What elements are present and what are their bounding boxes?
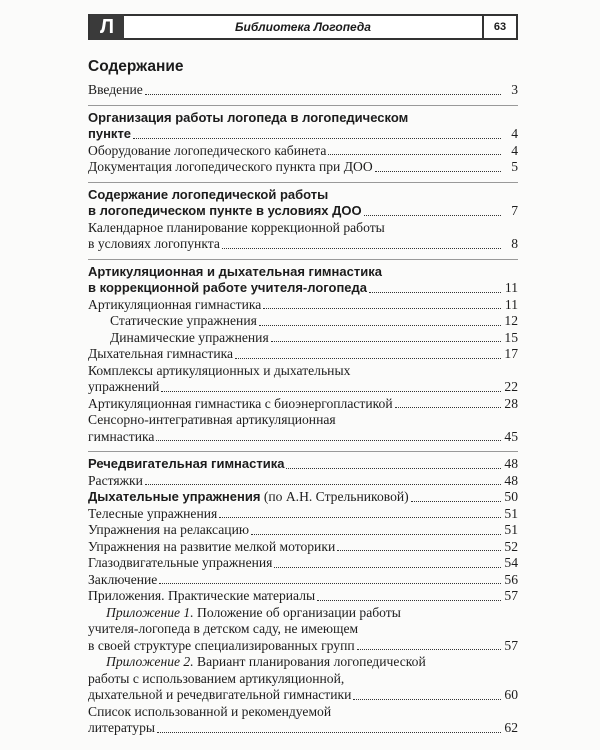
toc-entry-text: в условиях логопункта [88,236,220,251]
toc-entry-sensory-line1[interactable]: Сенсорно-интегративная артикуляционная [88,412,336,427]
toc-entry-appendix-2-line2[interactable]: работы с использованием артикуляционной, [88,670,345,686]
toc-entry-page: 57 [504,637,518,653]
toc-entry-page: 45 [504,428,518,444]
toc-entry-text: Документация логопедического пункта при ДОО [88,159,373,174]
toc-entry-text: Телесные упражнения [88,505,218,521]
page-header [88,14,518,40]
toc-entry-page: 50 [504,489,518,504]
toc-entry-text-bold: Дыхательные упражнения [88,489,261,504]
section-title-organization-end[interactable] [88,126,518,143]
toc-entry-page: 17 [504,346,518,361]
toc-entry-page: 4 [511,126,518,141]
toc-entry-page: 48 [504,472,518,488]
toc-entry-fine-motor[interactable] [88,539,518,556]
toc-entry-appendix-1-line1[interactable] [88,605,518,622]
toc-entry-page: 5 [511,159,518,174]
section-divider [88,105,518,106]
toc-entry-text: Положение об организации работы [193,604,401,620]
toc-entry-text: Упражнения на релаксацию [88,522,249,537]
toc-entry-page: 7 [511,203,518,218]
toc-entry-calendar[interactable] [88,236,518,253]
toc-entry-articulation[interactable] [88,297,518,314]
appendix-label: Приложение 1. [106,604,194,620]
toc-entry-page: 8 [511,236,518,251]
toc-entry-calendar-line1[interactable]: Календарное планирование коррекционной работы [88,219,385,235]
toc-entry-page: 28 [504,395,518,411]
toc-entry-breathing[interactable] [88,346,518,363]
toc-entry-text: Статические упражнения [110,313,257,328]
section-title-speech-motor[interactable] [88,456,518,473]
toc-entry-sensory[interactable] [88,429,518,446]
toc-entry-text: Глазодвигательные упражнения [88,555,273,570]
page-number: 63 [482,14,516,40]
toc-entry-text: упражнений [88,379,160,394]
toc-entry-text: (по А.Н. Стрельниковой) [260,489,409,504]
library-logo: Л [90,14,124,40]
toc-entry-references-line1[interactable]: Список использованной и рекомендуемой [88,703,332,719]
toc-entry-page: 12 [504,313,518,328]
toc-entry-strelnikova[interactable] [88,489,518,506]
toc-entry-stretching[interactable] [88,473,518,490]
toc-entry-text: Приложения. Практические материалы [88,588,316,603]
toc-entry-references[interactable] [88,720,518,737]
toc-entry-text: Артикуляционная гимнастика с биоэнергопластикой [88,395,393,411]
toc-entry-page: 4 [511,142,518,158]
toc-entry-text: дыхательной и речедвигательной гимнастики [88,687,352,702]
toc-entry-body[interactable] [88,506,518,523]
toc-entry-appendices[interactable] [88,588,518,605]
toc-entry-appendix-2[interactable] [88,687,518,704]
toc-entry-text: Растяжки [88,472,143,488]
section-divider [88,259,518,260]
toc-entry-text: Дыхательная гимнастика [88,346,234,361]
toc-entry-complexes[interactable] [88,379,518,396]
toc-entry-text: Артикуляционная гимнастика [88,296,262,312]
toc-entry-page: 48 [504,456,518,471]
section-divider [88,451,518,452]
toc-entry-conclusion[interactable] [88,572,518,589]
toc-entry-appendix-1[interactable] [88,638,518,655]
toc-entry-page: 52 [504,538,518,554]
toc-entry-documentation[interactable] [88,159,518,176]
toc-entry-page: 56 [504,571,518,587]
toc-entry-page: 51 [504,522,518,537]
toc-entry-page: 11 [504,296,518,312]
table-of-contents [88,58,518,737]
toc-entry-page: 54 [504,555,518,570]
toc-entry-page: 3 [511,82,518,97]
toc-entry-equipment[interactable] [88,143,518,160]
section-title-gymnastics[interactable]: Артикуляционная и дыхательная гимнастика [88,263,382,279]
section-title-content[interactable]: Содержание логопедической работы [88,186,329,202]
series-title: Библиотека Логопеда [235,20,371,34]
appendix-label: Приложение 2. [106,654,194,669]
toc-entry-page: 22 [504,379,518,394]
toc-entry-eye-motor[interactable] [88,555,518,572]
toc-entry-text: Введение [88,82,143,97]
toc-entry-appendix-1-line2[interactable]: учителя-логопеда в детском саду, не имеющем [88,621,359,636]
toc-entry-text: Заключение [88,571,158,587]
toc-entry-text: Речедвигательная гимнастика [88,456,285,471]
toc-entry-text: Динамические упражнения [110,329,269,345]
section-title-organization[interactable]: Организация работы логопеда в логопедическом [88,109,409,125]
toc-entry-text: Вариант планирования логопедической [193,654,426,669]
toc-entry-text: в логопедическом пункте в условиях ДОО [88,203,362,218]
toc-entry-intro[interactable] [88,82,518,99]
toc-entry-page: 62 [504,720,518,735]
section-title-gymnastics-end[interactable] [88,280,518,297]
toc-entry-page: 57 [504,588,518,603]
toc-entry-complexes-line1[interactable]: Комплексы артикуляционных и дыхательных [88,362,351,378]
toc-entry-text: литературы [88,720,155,735]
toc-entry-text: в своей структуре специализированных групп [88,637,355,653]
toc-entry-page: 15 [504,329,518,345]
toc-entry-text: в коррекционной работе учителя-логопеда [88,280,368,295]
toc-entry-page: 60 [504,687,518,702]
toc-title: Содержание [88,58,184,75]
toc-entry-dynamic[interactable] [88,330,518,347]
toc-entry-text: Упражнения на развитие мелкой моторики [88,538,336,554]
toc-entry-text: гимнастика [88,428,155,444]
toc-entry-text: пункте [88,126,132,141]
toc-entry-bioenergoplastic[interactable] [88,396,518,413]
section-title-content-end[interactable] [88,203,518,220]
toc-entry-appendix-2-line1[interactable] [88,654,518,671]
toc-entry-static[interactable] [88,313,518,330]
toc-entry-page: 11 [504,280,518,295]
toc-entry-page: 51 [504,505,518,521]
toc-entry-text: Оборудование логопедического кабинета [88,142,327,158]
section-divider [88,182,518,183]
toc-entry-relaxation[interactable] [88,522,518,539]
